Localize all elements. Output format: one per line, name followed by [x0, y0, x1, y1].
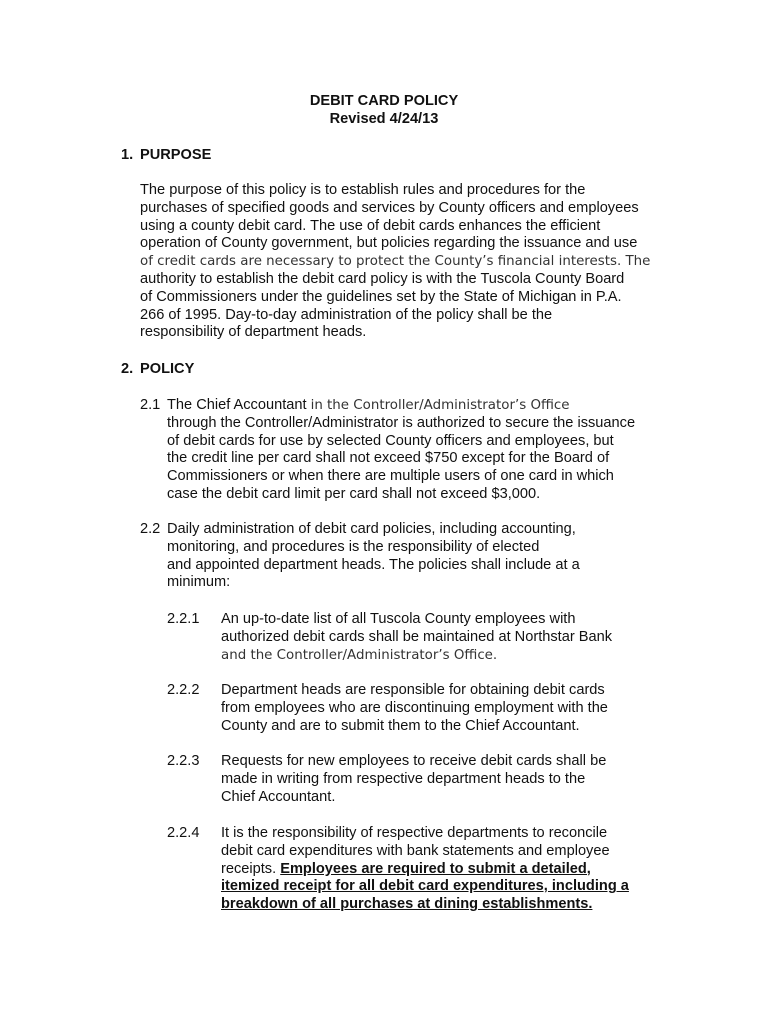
- document-header: [0, 93, 768, 129]
- paragraph-line: minimum:: [167, 574, 231, 591]
- paragraph-line: Commissioners or when there are multiple users of one card in which: [167, 468, 614, 485]
- paragraph-line: of Commissioners under the guidelines set by the State of Michigan in P.A.: [140, 288, 622, 305]
- line-text: in the Controller/Administrator’s Office: [310, 398, 570, 413]
- clause-body: [221, 682, 691, 735]
- paragraph-line: responsibility of department heads.: [140, 324, 367, 341]
- paragraph-line: 266 of 1995. Day-to-day administration of the policy shall be the: [140, 306, 553, 323]
- paragraph-line: of credit cards are necessary to protect the County’s financial interests. The: [140, 254, 651, 270]
- line-text: receipts.: [221, 860, 281, 877]
- paragraph-line: [167, 397, 667, 415]
- clause-number: 2.2: [140, 521, 161, 537]
- paragraph-line: and appointed department heads. The policies shall include at a: [167, 556, 580, 573]
- paragraph-line: [221, 861, 691, 879]
- paragraph-line: authority to establish the debit card policy is with the Tuscola County Board: [140, 270, 625, 287]
- paragraph-line: An up-to-date list of all Tuscola County employees with: [221, 611, 576, 627]
- paragraph-line: monitoring, and procedures is the responsibility of elected: [167, 538, 540, 555]
- paragraph-line: The purpose of this policy is to establish rules and procedures for the: [140, 182, 586, 198]
- section-title: PURPOSE: [140, 147, 212, 163]
- section-number: 1.: [121, 147, 134, 163]
- emphasized-text: Employees are required to submit a detailed,: [280, 860, 591, 877]
- clause-body: [221, 825, 691, 914]
- paragraph-line: through the Controller/Administrator is authorized to secure the issuance: [167, 414, 636, 431]
- paragraph-line: Daily administration of debit card policies, including accounting,: [167, 521, 576, 537]
- section-heading-purpose: [121, 147, 211, 165]
- paragraph-line: authorized debit cards shall be maintained at Northstar Bank: [221, 628, 613, 645]
- paragraph-line: from employees who are discontinuing employment with the: [221, 699, 608, 716]
- emphasized-line: breakdown of all purchases at dining establishments.: [221, 896, 593, 913]
- purpose-paragraph: [140, 182, 680, 342]
- paragraph-line: made in writing from respective department heads to the: [221, 770, 586, 787]
- paragraph-line: of debit cards for use by selected County officers and employees, but: [167, 432, 614, 449]
- section-number: 2.: [121, 361, 134, 377]
- clause-number: 2.2.3: [167, 753, 200, 769]
- paragraph-line: the credit line per card shall not exceed $750 except for the Board of: [167, 450, 610, 467]
- clause-body: [221, 611, 691, 664]
- paragraph-line: Requests for new employees to receive debit cards shall be: [221, 753, 607, 769]
- paragraph-line: Department heads are responsible for obtaining debit cards: [221, 682, 605, 698]
- paragraph-line: and the Controller/Administrator’s Office.: [221, 647, 498, 663]
- paragraph-line: operation of County government, but policies regarding the issuance and use: [140, 235, 638, 252]
- paragraph-line: purchases of specified goods and services by County officers and employees: [140, 199, 639, 216]
- paragraph-line: Chief Accountant.: [221, 788, 336, 805]
- paragraph-line: County and are to submit them to the Chief Accountant.: [221, 717, 580, 734]
- line-text: The Chief Accountant: [167, 397, 311, 413]
- clause-number: 2.2.2: [167, 682, 200, 698]
- clause-body: [221, 753, 691, 806]
- paragraph-line: debit card expenditures with bank statements and employee: [221, 842, 610, 859]
- revision-date: Revised 4/24/13: [329, 111, 439, 127]
- clause-number: 2.2.4: [167, 825, 200, 841]
- paragraph-line: using a county debit card. The use of debit cards enhances the efficient: [140, 217, 601, 234]
- clause-number: 2.1: [140, 397, 161, 413]
- document-title: DEBIT CARD POLICY: [309, 93, 459, 109]
- section-heading-policy: [121, 361, 194, 379]
- clause-body: [167, 521, 667, 592]
- clause-body: [167, 397, 667, 504]
- section-title: POLICY: [140, 361, 195, 377]
- paragraph-line: It is the responsibility of respective departments to reconcile: [221, 825, 608, 841]
- clause-number: 2.2.1: [167, 611, 200, 627]
- paragraph-line: case the debit card limit per card shall not exceed $3,000.: [167, 485, 541, 502]
- emphasized-line: itemized receipt for all debit card expenditures, including a: [221, 878, 629, 895]
